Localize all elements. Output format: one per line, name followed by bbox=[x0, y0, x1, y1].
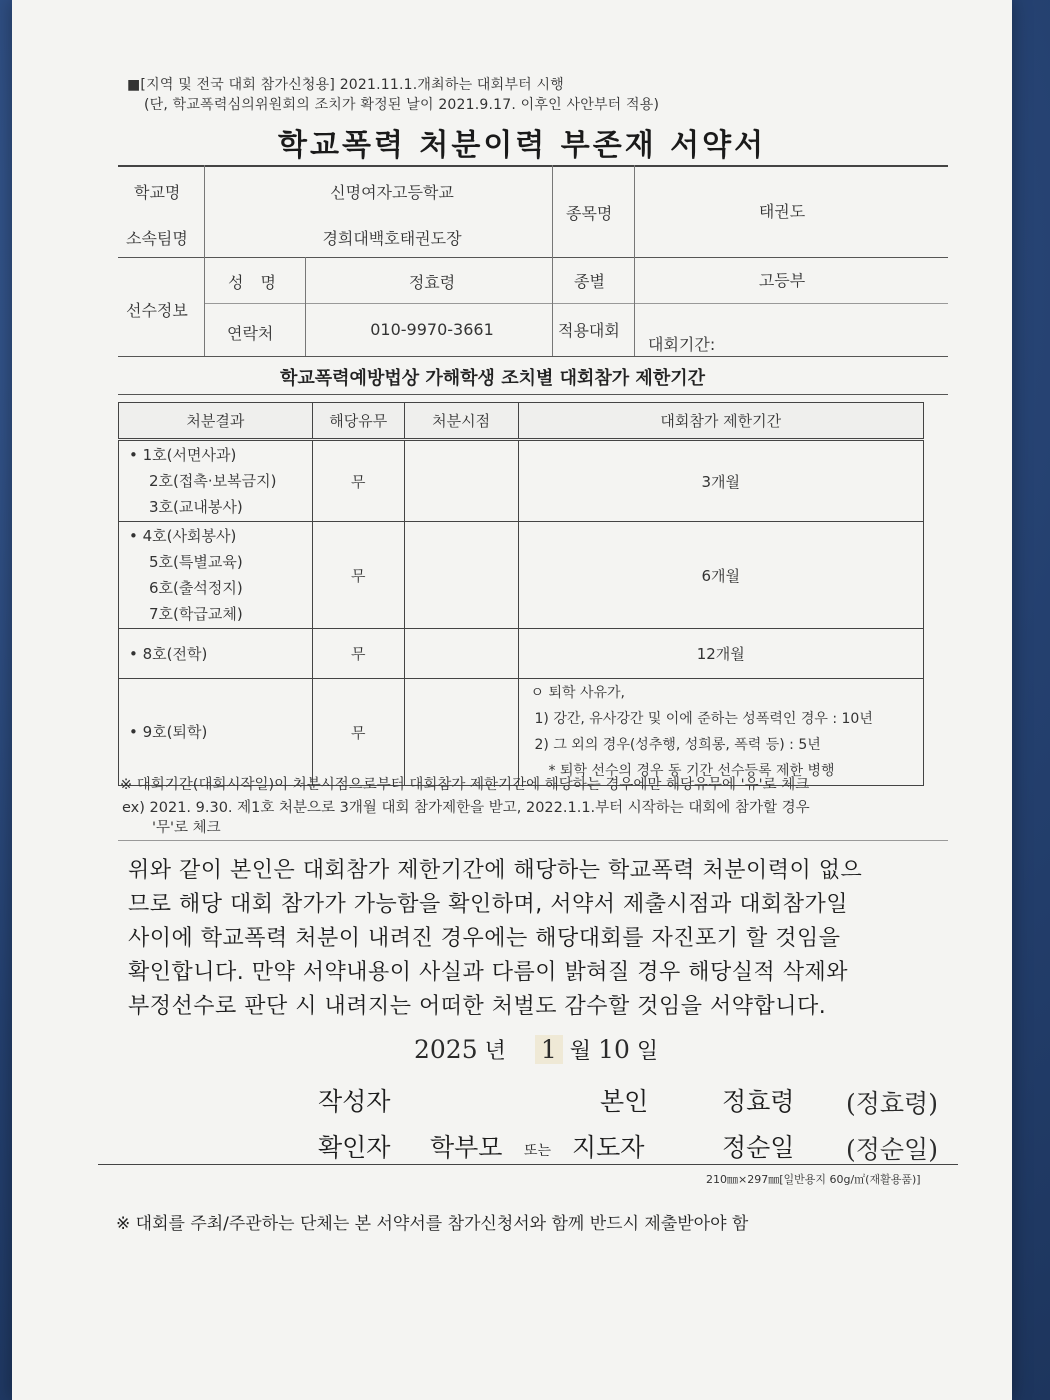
or-label: 또는 bbox=[524, 1143, 552, 1159]
event-label: 종목명 bbox=[566, 204, 613, 223]
pledge-line-3: 사이에 학교폭력 처분이 내려진 경우에는 해당대회를 자진포기 할 것임을 bbox=[128, 926, 841, 951]
self-label: 본인 bbox=[600, 1087, 649, 1116]
pledge-line-5: 부정선수로 판단 시 내려지는 어떠한 처벌도 감수할 것임을 서약합니다. bbox=[128, 994, 827, 1019]
applied-competition-label: 적용대회 bbox=[558, 321, 620, 340]
list-item: • 9호(퇴학) bbox=[129, 723, 208, 741]
confirmer-signature: (정순일) bbox=[846, 1135, 938, 1164]
date-day: 10 bbox=[598, 1035, 630, 1064]
school-label: 학교명 bbox=[134, 183, 181, 202]
table-row bbox=[119, 440, 924, 522]
note-3: '무'로 체크 bbox=[152, 820, 221, 836]
pledge-text bbox=[128, 854, 948, 1024]
disposition-date-value bbox=[404, 629, 518, 679]
list-item: • 8호(전학) bbox=[129, 644, 208, 663]
header-disposition-date: 처분시점 bbox=[404, 403, 518, 440]
disposition-date-value bbox=[404, 440, 518, 522]
date-month: 1 bbox=[535, 1035, 563, 1064]
writer-label: 작성자 bbox=[318, 1087, 391, 1116]
coach-label: 지도자 bbox=[572, 1133, 645, 1162]
expulsion-heading: ㅇ 퇴학 사유가, bbox=[530, 685, 625, 701]
footer-notice: ※ 대회를 주최/주관하는 단체는 본 서약서를 참가신청서와 함께 반드시 제출받아야 함 bbox=[116, 1214, 749, 1234]
note-2: ex) 2021. 9.30. 제1호 처분으로 3개월 대회 참가제한을 받고, 2022.1.1.부터 시작하는 대회에 참가할 경우 bbox=[122, 800, 810, 816]
list-item: 6호(출석정지) bbox=[149, 579, 243, 597]
expulsion-period-cell bbox=[518, 679, 924, 786]
writer-name: 정효령 bbox=[722, 1087, 795, 1116]
disposition-cell bbox=[119, 629, 313, 679]
confirmer-label: 확인자 bbox=[318, 1133, 391, 1162]
applicable-value: 무 bbox=[312, 440, 404, 522]
disposition-cell bbox=[119, 679, 313, 786]
pledge-line-4: 확인합니다. 만약 서약내용이 사실과 다름이 밝혀질 경우 해당실적 삭제와 bbox=[128, 960, 849, 985]
info-col-1 bbox=[204, 165, 205, 356]
disposition-cell bbox=[119, 440, 313, 522]
writer-signature: (정효령) bbox=[846, 1089, 938, 1118]
date-day-unit: 일 bbox=[636, 1039, 659, 1064]
list-item: • 4호(사회봉사) bbox=[129, 527, 237, 545]
notes-divider bbox=[118, 840, 948, 841]
list-item: • 1호(서면사과) bbox=[129, 446, 237, 464]
table-row bbox=[119, 522, 924, 629]
disposition-cell bbox=[119, 522, 313, 629]
header-disposition: 처분결과 bbox=[119, 403, 313, 440]
info-top-border bbox=[118, 165, 948, 167]
paper-spec: 210㎜×297㎜[일반용지 60g/㎡(재활용품)] bbox=[706, 1173, 921, 1186]
restriction-subtitle: 학교폭력예방법상 가해학생 조치별 대회참가 제한기간 bbox=[280, 368, 705, 389]
restriction-period-value: 6개월 bbox=[518, 522, 924, 629]
info-divider-2 bbox=[204, 303, 948, 304]
restriction-period-value: 12개월 bbox=[518, 629, 924, 679]
table-header-row bbox=[119, 403, 924, 440]
disposition-date-value bbox=[404, 679, 518, 786]
note-1: ※ 대회기간(대회시작일)이 처분시점으로부터 대회참가 제한기간에 해당하는 경우에만 해당유무에 '유'로 체크 bbox=[120, 777, 810, 793]
team-value: 경희대백호태권도장 bbox=[322, 229, 462, 248]
pledge-line-1: 위와 같이 본인은 대회참가 제한기간에 해당하는 학교폭력 처분이력이 없으 bbox=[128, 858, 863, 883]
table-row bbox=[119, 629, 924, 679]
applicable-value: 무 bbox=[312, 522, 404, 629]
expulsion-rule-2: 2) 그 외의 경우(성추행, 성희롱, 폭력 등) : 5년 bbox=[534, 737, 821, 753]
name-value: 정효령 bbox=[408, 273, 456, 292]
name-label: 성 명 bbox=[228, 273, 282, 292]
info-col-4 bbox=[634, 165, 635, 356]
list-item: 3호(교내봉사) bbox=[149, 498, 243, 516]
applicable-value: 무 bbox=[312, 679, 404, 786]
parent-label: 학부모 bbox=[430, 1133, 503, 1162]
info-col-3 bbox=[552, 165, 553, 356]
competition-period-label: 대회기간: bbox=[648, 335, 716, 354]
division-label: 종별 bbox=[574, 272, 605, 291]
event-value: 태권도 bbox=[758, 202, 806, 221]
signature-divider bbox=[98, 1164, 958, 1165]
disposition-date-value bbox=[404, 522, 518, 629]
school-value: 신명여자고등학교 bbox=[330, 183, 454, 202]
info-divider-1 bbox=[118, 257, 948, 258]
team-label: 소속팀명 bbox=[126, 229, 188, 248]
document-title: 학교폭력 처분이력 부존재 서약서 bbox=[278, 128, 767, 163]
info-col-2 bbox=[305, 257, 306, 356]
restriction-table bbox=[118, 402, 924, 786]
athlete-info-label: 선수정보 bbox=[126, 301, 188, 320]
expulsion-note: * 퇴학 선수의 경우 동 기간 선수등록 제한 병행 bbox=[548, 763, 835, 779]
contact-label: 연락처 bbox=[227, 324, 274, 343]
restriction-period-value: 3개월 bbox=[518, 440, 924, 522]
date-month-unit: 월 bbox=[569, 1039, 592, 1064]
list-item: 5호(특별교육) bbox=[149, 553, 243, 571]
subtitle-underline bbox=[118, 394, 948, 395]
date-year-unit: 년 bbox=[484, 1039, 506, 1064]
list-item: 7호(학급교체) bbox=[149, 605, 243, 623]
header-applicable: 해당유무 bbox=[312, 403, 404, 440]
pledge-line-2: 므로 해당 대회 참가가 가능함을 확인하며, 서약서 제출시점과 대회참가일 bbox=[128, 892, 849, 917]
contact-value: 010-9970-3661 bbox=[370, 320, 494, 339]
expulsion-rule-1: 1) 강간, 유사강간 및 이에 준하는 성폭력인 경우 : 10년 bbox=[534, 711, 873, 727]
header-restriction-period: 대회참가 제한기간 bbox=[518, 403, 924, 440]
notice-line-1: ■[지역 및 전국 대회 참가신청용] 2021.11.1.개최하는 대회부터 시행 bbox=[127, 77, 564, 93]
applicable-value: 무 bbox=[312, 629, 404, 679]
table-row bbox=[119, 679, 924, 786]
info-bottom-border bbox=[118, 356, 948, 357]
notice-line-2: (단, 학교폭력심의위원회의 조치가 확정된 날이 2021.9.17. 이후인 사안부터 적용) bbox=[144, 97, 660, 113]
list-item: 2호(접촉·보복금지) bbox=[149, 472, 277, 490]
date-year: 2025 bbox=[414, 1035, 478, 1064]
confirmer-name: 정순일 bbox=[722, 1133, 795, 1162]
date-line bbox=[414, 1034, 658, 1065]
division-value: 고등부 bbox=[758, 271, 806, 290]
